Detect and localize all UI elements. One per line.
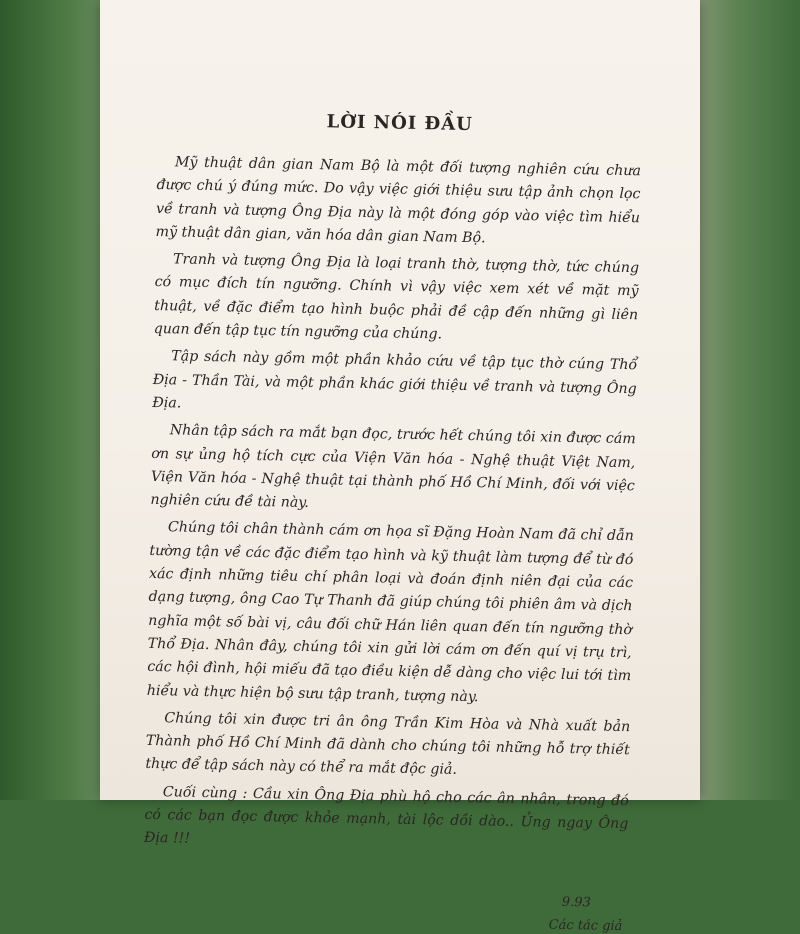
paragraph-6: Chúng tôi xin được tri ân ông Trần Kim Hòa và Nhà xuất bản Thành phố Hồ Chí Minh đã dành cho chúng tôi những hỗ trợ thiết thực để tập sách này có thể ra mắt độc giả. <box>145 710 631 779</box>
paragraph-1: Mỹ thuật dân gian Nam Bộ là một đối tượng nghiên cứu chưa được chú ý đúng mức. Do vậy việc giới thiệu sưu tập ảnh chọn lọc về tranh và tượng Ông Địa này là một đóng góp vào việc tìm hiểu mỹ thuật dân gian, văn hóa dân gian Nam Bộ. <box>155 154 642 247</box>
paragraph-4: Nhân tập sách ra mắt bạn đọc, trước hết chúng tôi xin được cám ơn sự ủng hộ tích cực của Viện Văn hóa - Nghệ thuật Việt Nam, Viện Văn hóa - Nghệ thuật tại thành phố Hồ Chí Minh, đối với việc nghiên cứu đề tài này. <box>150 422 636 512</box>
paragraph-3: Tập sách này gồm một phần khảo cứu về tập tục thờ cúng Thổ Địa - Thần Tài, và một phần khác giới thiệu về tranh và tượng Ông Địa. <box>152 348 638 412</box>
background-left <box>0 0 110 800</box>
page-content <box>142 108 642 934</box>
book-page <box>100 0 700 934</box>
paragraph-2: Tranh và tượng Ông Địa là loại tranh thờ, tượng thờ, tức chúng có mục đích tín ngưỡng. Chính vì vậy việc xem xét về mặt mỹ thuật, về đặc điểm tạo hình buộc phải đề cập đến những gì liên quan đến tập tục tín ngưỡng của chúng. <box>153 251 640 343</box>
date-line: 9.93 <box>561 894 591 911</box>
signature: Các tác giả <box>548 917 623 934</box>
background-right <box>690 0 800 800</box>
page-title: LỜI NÓI ĐẦU <box>326 111 474 136</box>
paragraph-7: Cuối cùng : Cầu xin Ông Địa phù hộ cho các ân nhân, trong đó có các bạn đọc được khỏe mạnh, tài lộc dồi dào.. Ủng ngay Ông Địa !!! <box>143 783 629 848</box>
paragraph-5: Chúng tôi chân thành cám ơn họa sĩ Đặng Hoàn Nam đã chỉ dẫn tường tận về các đặc điểm tạo hình và kỹ thuật làm tượng để từ đó xác định những tiêu chí phân loại và đoán định niên đại của các dạng tượng, ông Cao Tự Thanh đã giúp chúng tôi phiên âm và dịch nghĩa một số bài vị, câu đối chữ Hán liên quan đến tín ngưỡng thờ Thổ Địa. Nhân đây, chúng tôi xin gửi lời cám ơn đến quí vị trụ trì, các hội đình, hội miếu đã tạo điều kiện dễ dàng cho việc lui tới tìm hiểu và thực hiện bộ sưu tập tranh, tượng này. <box>146 519 635 705</box>
